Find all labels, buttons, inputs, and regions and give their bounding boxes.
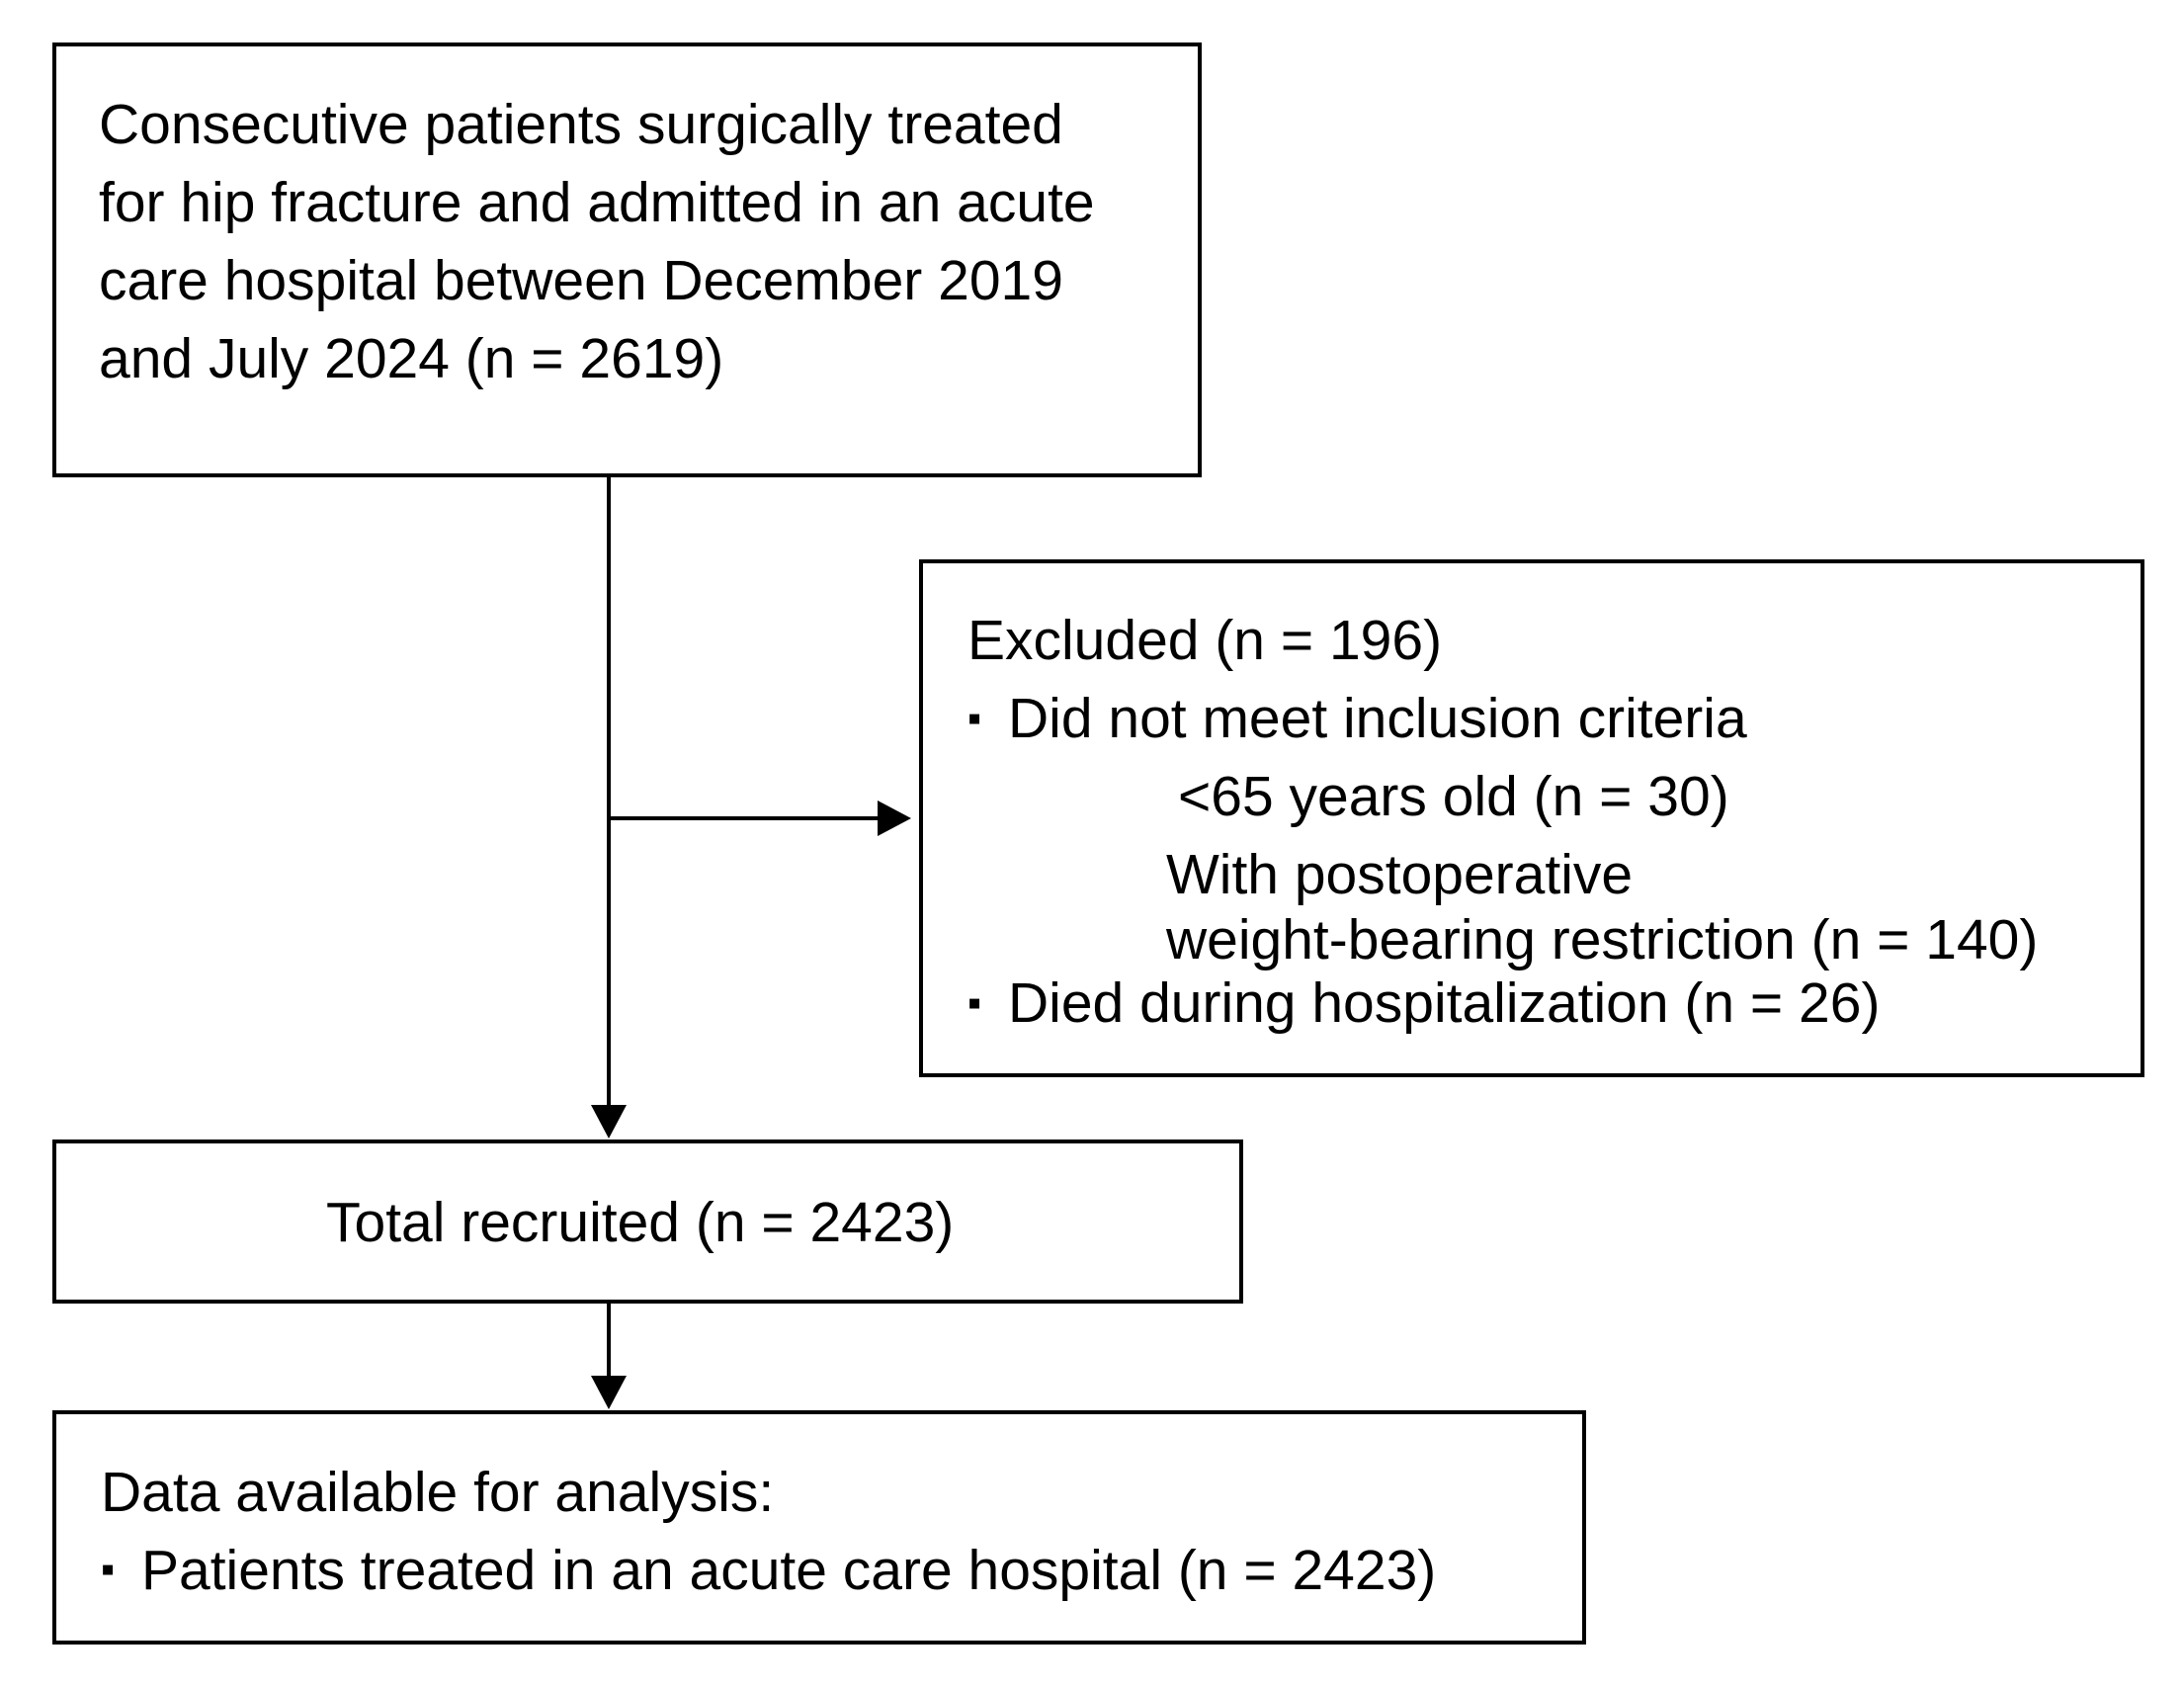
start-box-line-3: care hospital between December 2019 [99,249,1063,312]
start-box-line-4: and July 2024 (n = 2619) [99,327,724,390]
analysis-bullet-1: Patients treated in an acute care hospital (n = 2423) [141,1539,1437,1602]
analysis-bullet-marker: ▪ [101,1548,116,1591]
arrowhead-to-excluded [878,801,911,836]
analysis-title: Data available for analysis: [101,1461,775,1524]
recruited-label: Total recruited (n = 2423) [326,1191,955,1254]
analysis-box [52,1410,1586,1645]
excluded-bullet-1: Did not meet inclusion criteria [1008,687,1747,750]
start-box-line-2: for hip fracture and admitted in an acute [99,171,1095,234]
excluded-bullet-2: Died during hospitalization (n = 26) [1008,971,1881,1035]
excluded-sub-1: <65 years old (n = 30) [1178,765,1729,828]
excluded-title: Excluded (n = 196) [967,609,1443,672]
arrowhead-to-recruited [591,1105,627,1139]
start-box-line-1: Consecutive patients surgically treated [99,93,1063,156]
excluded-sub-2-line-2: weight-bearing restriction (n = 140) [1166,908,2039,971]
excluded-bullet-marker-2: ▪ [967,981,982,1025]
excluded-sub-2-line-1: With postoperative [1166,843,1634,906]
excluded-bullet-marker-1: ▪ [967,697,982,740]
arrowhead-to-analysis [591,1376,627,1409]
